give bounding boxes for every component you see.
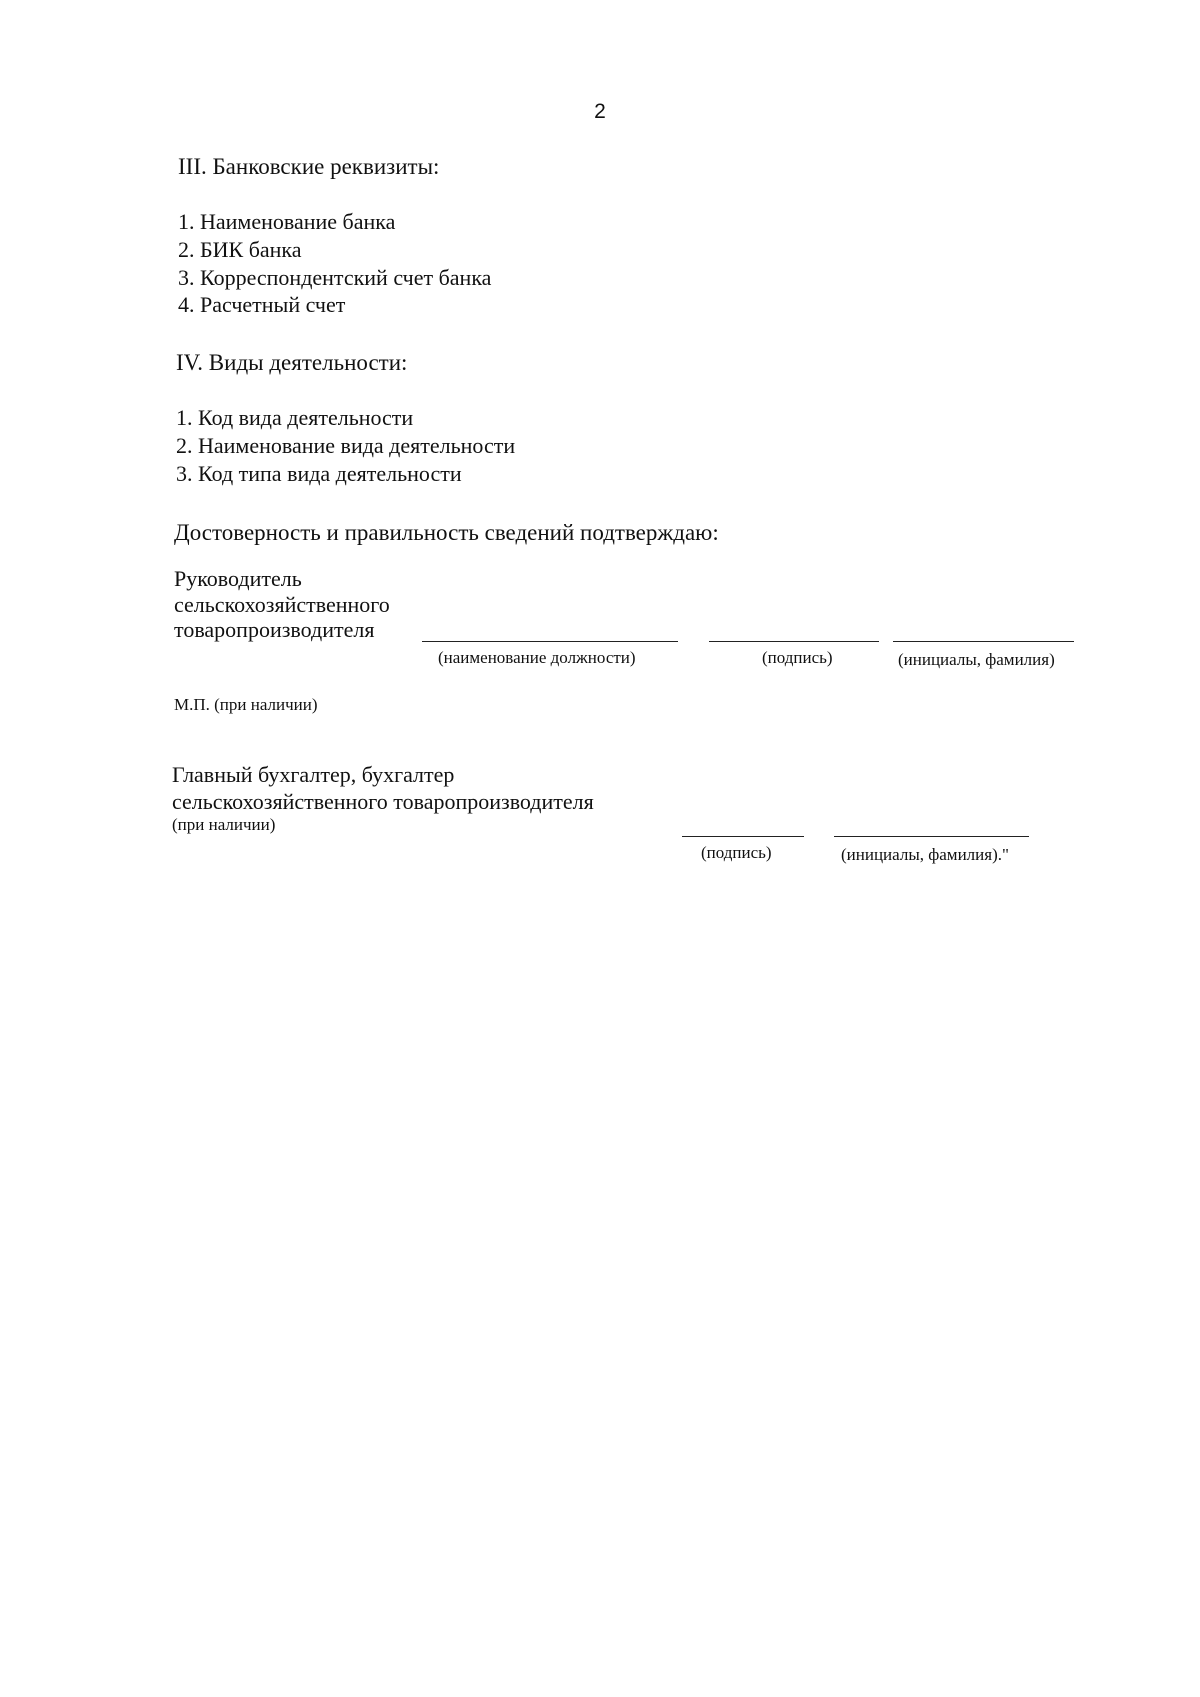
- position-caption: (наименование должности): [438, 648, 636, 667]
- accountant-name-line: [834, 836, 1029, 837]
- head-title-line: Руководитель: [174, 566, 302, 591]
- section-3-heading: III. Банковские реквизиты:: [178, 154, 440, 179]
- accountant-title-line: сельскохозяйственного товаропроизводителя: [172, 789, 594, 814]
- accountant-signature-line: [682, 836, 804, 837]
- accountant-signature-caption: (подпись): [701, 843, 772, 862]
- accountant-title-line: Главный бухгалтер, бухгалтер: [172, 762, 455, 787]
- section-3-item: 4. Расчетный счет: [178, 292, 346, 317]
- section-3-item: 3. Корреспондентский счет банка: [178, 265, 492, 290]
- section-3-item: 2. БИК банка: [178, 237, 302, 262]
- head-title-line: сельскохозяйственного: [174, 592, 390, 617]
- name-signature-line: [893, 641, 1074, 642]
- signature-line: [709, 641, 879, 642]
- signature-caption: (подпись): [762, 648, 833, 667]
- section-4-heading: IV. Виды деятельности:: [176, 350, 408, 375]
- stamp-note: М.П. (при наличии): [174, 695, 318, 714]
- section-4-item: 1. Код вида деятельности: [176, 405, 414, 430]
- section-4-item: 2. Наименование вида деятельности: [176, 433, 516, 458]
- name-caption: (инициалы, фамилия): [898, 650, 1055, 669]
- section-3-item: 1. Наименование банка: [178, 209, 396, 234]
- accountant-note: (при наличии): [172, 815, 276, 834]
- page-number: 2: [594, 100, 606, 123]
- confirmation-text: Достоверность и правильность сведений подтверждаю:: [174, 520, 719, 545]
- section-4-item: 3. Код типа вида деятельности: [176, 461, 462, 486]
- position-signature-line: [422, 641, 678, 642]
- head-title-line: товаропроизводителя: [174, 617, 375, 642]
- accountant-name-caption: (инициалы, фамилия).": [841, 845, 1009, 864]
